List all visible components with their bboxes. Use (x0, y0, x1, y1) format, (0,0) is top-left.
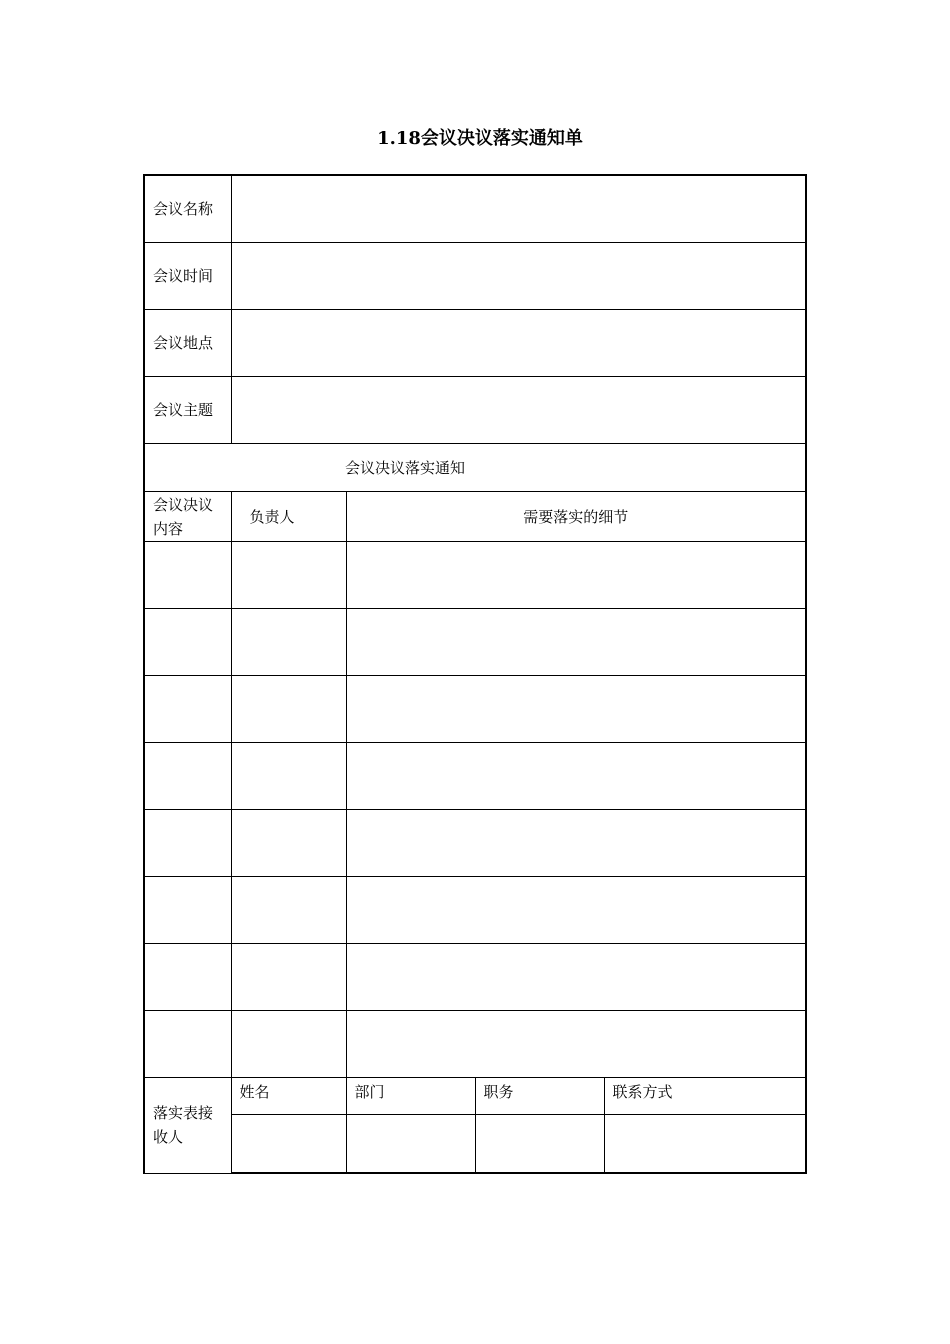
value-meeting-topic[interactable] (231, 377, 806, 444)
cell-content[interactable] (144, 944, 231, 1011)
cell-content[interactable] (144, 810, 231, 877)
row-meeting-topic (144, 377, 806, 444)
value-meeting-place[interactable] (231, 310, 806, 377)
receiver-name-header: 姓名 (231, 1078, 346, 1115)
receiver-dept-header: 部门 (346, 1078, 475, 1115)
row-meeting-name (144, 175, 806, 243)
table-row (144, 743, 806, 810)
row-column-headers (144, 492, 806, 542)
row-receiver-header (144, 1078, 806, 1115)
cell-content[interactable] (144, 676, 231, 743)
table-row (144, 877, 806, 944)
cell-owner[interactable] (231, 1011, 346, 1078)
cell-content[interactable] (144, 743, 231, 810)
receiver-contact-value[interactable] (604, 1115, 806, 1174)
header-content: 会议决议内容 (144, 492, 231, 542)
cell-details[interactable] (346, 1011, 806, 1078)
receiver-label: 落实表接收人 (144, 1078, 231, 1174)
table-row (144, 944, 806, 1011)
cell-details[interactable] (346, 810, 806, 877)
cell-owner[interactable] (231, 609, 346, 676)
table-row (144, 542, 806, 609)
row-meeting-place (144, 310, 806, 377)
cell-details[interactable] (346, 542, 806, 609)
cell-owner[interactable] (231, 676, 346, 743)
row-receiver-values (144, 1115, 806, 1174)
table-row (144, 810, 806, 877)
cell-details[interactable] (346, 944, 806, 1011)
row-meeting-time (144, 243, 806, 310)
cell-details[interactable] (346, 877, 806, 944)
label-meeting-place: 会议地点 (144, 310, 231, 377)
cell-content[interactable] (144, 609, 231, 676)
cell-owner[interactable] (231, 743, 346, 810)
table-row (144, 676, 806, 743)
label-meeting-name: 会议名称 (144, 175, 231, 243)
page-title: 1.18会议决议落实通知单 (377, 128, 583, 149)
cell-content[interactable] (144, 542, 231, 609)
label-meeting-time: 会议时间 (144, 243, 231, 310)
receiver-contact-header: 联系方式 (604, 1078, 806, 1115)
receiver-position-header: 职务 (475, 1078, 604, 1115)
cell-details[interactable] (346, 609, 806, 676)
row-section-title (144, 444, 806, 492)
cell-content[interactable] (144, 1011, 231, 1078)
header-details: 需要落实的细节 (346, 492, 806, 542)
receiver-dept-value[interactable] (346, 1115, 475, 1174)
label-meeting-topic: 会议主题 (144, 377, 231, 444)
value-meeting-name[interactable] (231, 175, 806, 243)
cell-details[interactable] (346, 676, 806, 743)
table-row (144, 1011, 806, 1078)
cell-owner[interactable] (231, 542, 346, 609)
value-meeting-time[interactable] (231, 243, 806, 310)
section-title: 会议决议落实通知 (144, 444, 806, 492)
receiver-position-value[interactable] (475, 1115, 604, 1174)
notice-form (143, 174, 807, 1174)
cell-owner[interactable] (231, 810, 346, 877)
cell-details[interactable] (346, 743, 806, 810)
cell-content[interactable] (144, 877, 231, 944)
header-owner: 负责人 (231, 492, 346, 542)
receiver-name-value[interactable] (231, 1115, 346, 1174)
cell-owner[interactable] (231, 877, 346, 944)
table-row (144, 609, 806, 676)
cell-owner[interactable] (231, 944, 346, 1011)
